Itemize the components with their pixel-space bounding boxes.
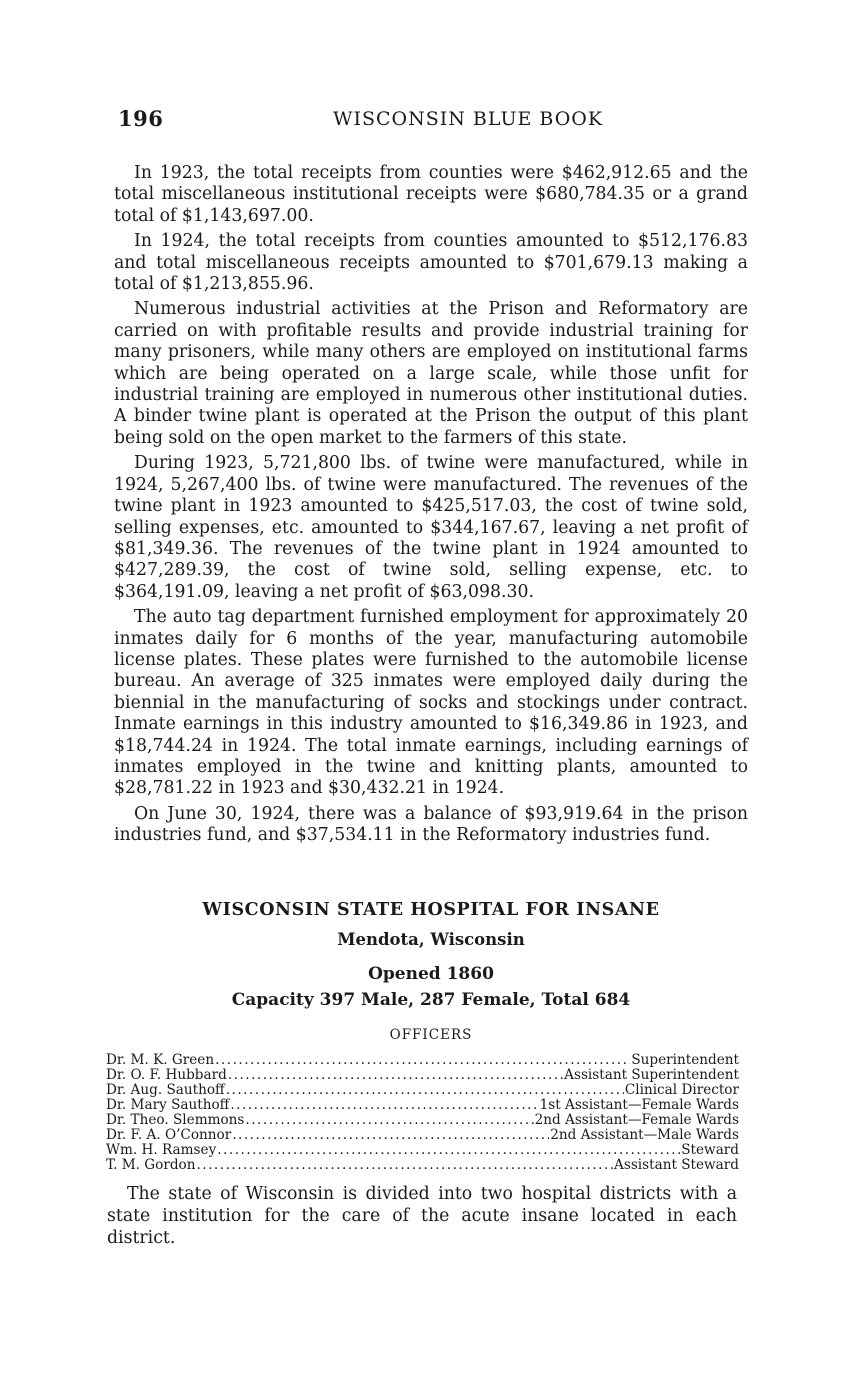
leader-dots — [230, 1098, 538, 1113]
officer-name: Dr. Mary Sauthoff — [106, 1097, 230, 1113]
officer-row — [106, 1098, 739, 1113]
closing-text — [107, 1183, 737, 1253]
hospital-section-header — [114, 898, 748, 1045]
officer-row — [106, 1158, 739, 1173]
leader-dots — [226, 1083, 624, 1098]
officer-role: 2nd Assistant—Male Wards — [550, 1127, 739, 1143]
leader-dots — [196, 1158, 613, 1173]
running-head — [118, 106, 748, 136]
leader-dots — [245, 1113, 533, 1128]
officer-row — [106, 1143, 739, 1158]
paragraph-auto-tag-department: The auto tag department furnished employment for approximately 20 inmates daily for 6 months of the year, manufacturing automobile license plates. These plates were furnished to the automobile license bureau. An average of 325 inmates were employed daily during the biennial in the manufacturing of socks and stockings under contract. Inmate earnings in this industry amounted to $16,349.86 in 1923, and $18,744.24 in 1924. The total inmate earnings, including earnings of inmates employed in the twine and knitting plants, amounted to $28,781.22 in 1923 and $30,432.21 in 1924. — [114, 607, 748, 799]
officer-role: Assistant Superintendent — [564, 1067, 739, 1083]
officer-name: T. M. Gordon — [106, 1157, 196, 1173]
officer-role: 2nd Assistant—Female Wards — [534, 1112, 739, 1128]
officer-name: Dr. O. F. Hubbard — [106, 1067, 227, 1083]
officer-row — [106, 1083, 739, 1098]
officer-row — [106, 1068, 739, 1083]
officer-row — [106, 1113, 739, 1128]
officer-name: Dr. F. A. O’Connor — [106, 1127, 232, 1143]
officers-list — [106, 1053, 739, 1173]
leader-dots — [217, 1143, 680, 1158]
paragraph-receipts-1924: In 1924, the total receipts from counties amounted to $512,176.83 and total miscellaneous receipts amounted to $701,679.13 making a total of $1,213,855.96. — [114, 231, 748, 295]
officer-role: Steward — [681, 1142, 739, 1158]
officer-role: 1st Assistant—Female Wards — [539, 1097, 739, 1113]
section-location: Mendota, Wisconsin — [337, 930, 525, 949]
paragraph-receipts-1923: In 1923, the total receipts from counties were $462,912.65 and the total miscellaneous institutional receipts were $680,784.35 or a grand total of $1,143,697.00. — [114, 163, 748, 226]
leader-dots — [228, 1068, 563, 1083]
officer-role: Clinical Director — [624, 1082, 739, 1098]
officer-name: Dr. Theo. Slemmons — [106, 1112, 245, 1128]
section-opened: Opened 1860 — [368, 964, 494, 984]
officer-name: Wm. H. Ramsey — [106, 1142, 217, 1158]
leader-dots — [215, 1053, 630, 1068]
running-title: WISCONSIN BLUE BOOK — [332, 108, 604, 130]
section-title: WISCONSIN STATE HOSPITAL FOR INSANE — [202, 900, 660, 920]
officer-row — [106, 1128, 739, 1143]
officers-heading: OFFICERS — [389, 1027, 473, 1043]
officer-role: Assistant Steward — [614, 1157, 739, 1173]
paragraph-industrial-activities: Numerous industrial activities at the Prison and Reformatory are carried on with profitable results and provide industrial training for many prisoners, while many others are employed on institutional farms which are being operated on a large scale, while those unfit for industrial training are employed in numerous other institutional duties. A binder twine plant is operated at the Prison the output of this plant being sold on the open market to the farmers of this state. — [114, 299, 748, 448]
officer-row — [106, 1053, 739, 1068]
leader-dots — [232, 1128, 549, 1143]
paragraph-hospital-districts: The state of Wisconsin is divided into two hospital districts with a state institution for the care of the acute insane located in each district. — [107, 1184, 737, 1248]
page-number: 196 — [118, 106, 164, 131]
officer-name: Dr. M. K. Green — [106, 1052, 215, 1068]
section-capacity: Capacity 397 Male, 287 Female, Total 684 — [231, 990, 631, 1010]
body-text — [114, 163, 748, 851]
officer-role: Superintendent — [631, 1052, 739, 1068]
officer-name: Dr. Aug. Sauthoff — [106, 1082, 225, 1098]
paragraph-industries-fund: On June 30, 1924, there was a balance of $93,919.64 in the prison industries fund, and $37,534.11 in the Reformatory industries fund. — [114, 803, 748, 846]
paragraph-twine-plant: During 1923, 5,721,800 lbs. of twine were manufactured, while in 1924, 5,267,400 lbs. of twine were manufactured. The revenues of the twine plant in 1923 amounted to $425,517.03, the cost of twine sold, selling expenses, etc. amounted to $344,167.67, leaving a net profit of $81,349.36. The revenues of the twine plant in 1924 amounted to $427,289.39, the cost of twine sold, selling expense, etc. to $364,191.09, leaving a net profit of $63,098.30. — [114, 453, 748, 602]
